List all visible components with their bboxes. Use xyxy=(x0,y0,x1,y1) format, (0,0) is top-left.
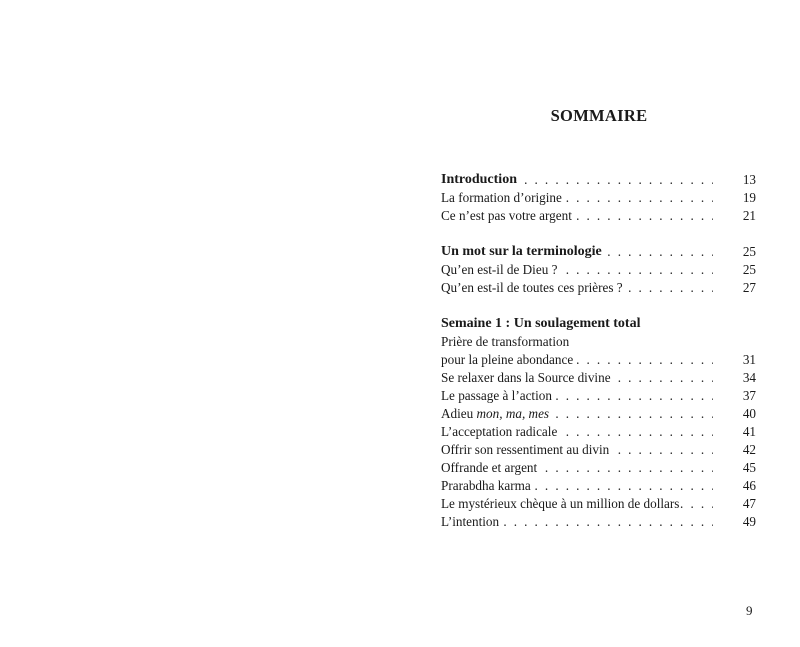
toc-entry-priere-line1[interactable] xyxy=(441,333,756,351)
toc-entry-label: Un mot sur la terminologie xyxy=(441,244,602,259)
toc-entry-page: 49 xyxy=(726,513,756,531)
toc-entry-relaxer[interactable] xyxy=(441,369,756,387)
toc-entry-ressentiment[interactable] xyxy=(441,441,756,459)
toc-entry-formation[interactable] xyxy=(441,189,756,207)
toc-entry-passage[interactable] xyxy=(441,387,756,405)
toc-entry-page: 13 xyxy=(726,171,756,189)
section-heading-semaine-1[interactable] xyxy=(441,315,756,333)
toc-entry-page: 27 xyxy=(726,279,756,297)
toc-entry-page: 47 xyxy=(726,495,756,513)
toc-entry-cheque[interactable] xyxy=(441,495,756,513)
toc-entry-label: Qu’en est-il de toutes ces prières ? xyxy=(441,280,623,295)
toc-entry-page: 46 xyxy=(726,477,756,495)
section-heading-label: Semaine 1 : Un soulagement total xyxy=(441,316,641,331)
toc-entry-page: 25 xyxy=(726,261,756,279)
toc-entry-argent[interactable] xyxy=(441,207,756,225)
toc-entry-terminologie[interactable] xyxy=(441,243,756,261)
toc-entry-label: Ce n’est pas votre argent xyxy=(441,208,572,223)
toc-entry-label xyxy=(441,405,550,423)
toc-entry-page: 42 xyxy=(726,441,756,459)
toc-entry-adieu[interactable] xyxy=(441,405,756,423)
toc-entry-page: 45 xyxy=(726,459,756,477)
toc-entry-page: 37 xyxy=(726,387,756,405)
toc-entry-label: Introduction xyxy=(441,172,517,187)
table-of-contents xyxy=(441,171,756,531)
toc-entry-label: Le mystérieux chèque à un million de dollars xyxy=(441,496,680,511)
toc-entry-page: 21 xyxy=(726,207,756,225)
toc-entry-page: 41 xyxy=(726,423,756,441)
toc-entry-dieu[interactable] xyxy=(441,261,756,279)
page-number: 9 xyxy=(746,603,753,618)
toc-entry-priere[interactable] xyxy=(441,351,756,369)
toc-entry-label: Se relaxer dans la Source divine xyxy=(441,370,611,385)
toc-entry-page: 25 xyxy=(726,243,756,261)
toc-entry-label: pour la pleine abondance xyxy=(441,352,574,367)
toc-entry-page: 40 xyxy=(726,405,756,423)
toc-entry-label: L’acceptation radicale xyxy=(441,424,558,439)
toc-entry-label-prefix: Adieu xyxy=(441,406,474,421)
toc-entry-label: Qu’en est-il de Dieu ? xyxy=(441,262,558,277)
page-title: SOMMAIRE xyxy=(550,106,648,125)
toc-entry-label: Offrande et argent xyxy=(441,460,538,475)
toc-entry-page: 31 xyxy=(726,351,756,369)
toc-entry-offrande[interactable] xyxy=(441,459,756,477)
toc-entry-label: Le passage à l’action xyxy=(441,388,552,403)
toc-entry-acceptation[interactable] xyxy=(441,423,756,441)
toc-entry-label: Offrir son ressentiment au divin xyxy=(441,442,610,457)
toc-entry-label-italic: mon, ma, mes xyxy=(476,406,550,421)
toc-entry-prieres[interactable] xyxy=(441,279,756,297)
toc-entry-label: La formation d’origine xyxy=(441,190,562,205)
toc-entry-page: 19 xyxy=(726,189,756,207)
toc-entry-label: Prarabdha karma xyxy=(441,478,531,493)
section-spacer xyxy=(441,225,756,243)
section-spacer xyxy=(441,297,756,315)
toc-entry-label: L’intention xyxy=(441,514,500,529)
toc-entry-label: Prière de transformation xyxy=(441,334,570,349)
toc-entry-introduction[interactable] xyxy=(441,171,756,189)
toc-entry-karma[interactable] xyxy=(441,477,756,495)
toc-entry-page: 34 xyxy=(726,369,756,387)
toc-entry-intention[interactable] xyxy=(441,513,756,531)
